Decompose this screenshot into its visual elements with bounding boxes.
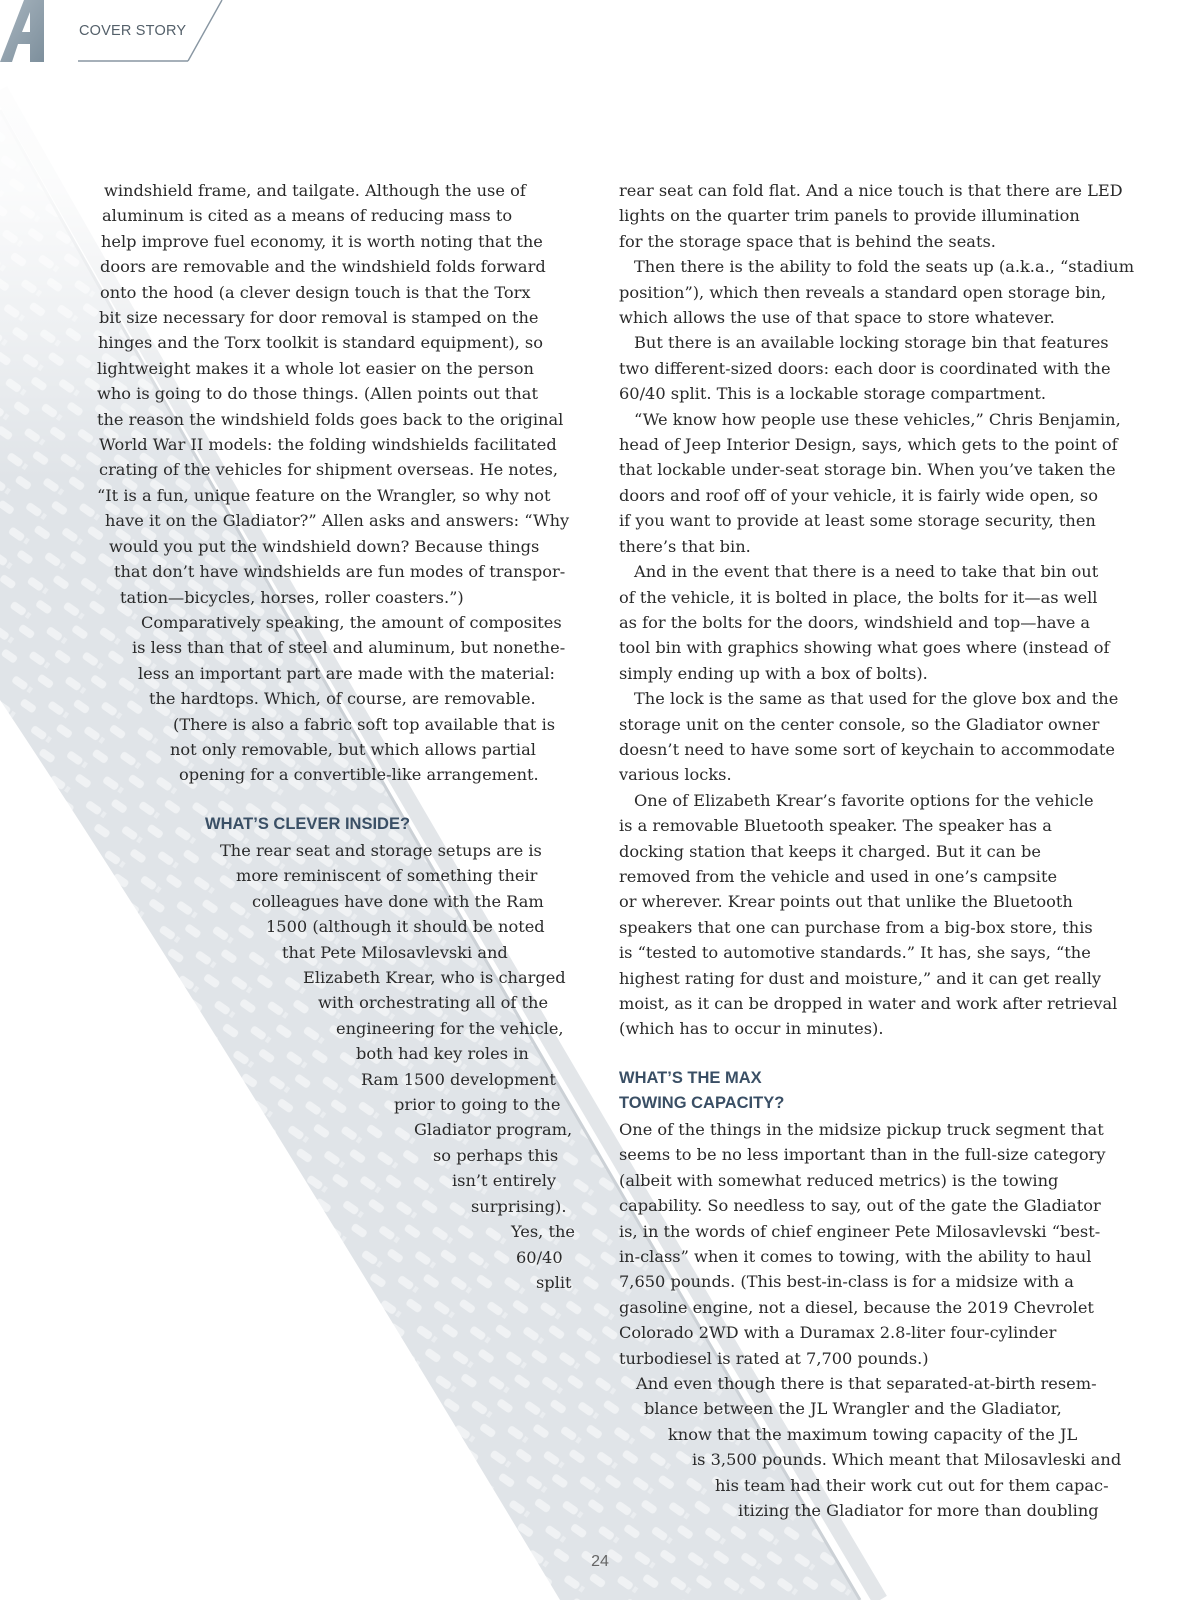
right-column-line: as for the bolts for the doors, windshield and top—have a <box>619 612 1091 632</box>
right-column-line: removed from the vehicle and used in one’s campsite <box>619 866 1058 886</box>
right-column-line: doors and roof off of your vehicle, it is fairly wide open, so <box>619 485 1098 505</box>
left-column-line: that don’t have windshields are fun modes of transpor- <box>114 562 566 582</box>
subhead-whats-clever-inside: WHAT’S CLEVER INSIDE? <box>205 815 411 833</box>
left-column-line: help improve fuel economy, it is worth noting that the <box>101 231 543 251</box>
right-column-towing-line: 7,650 pounds. (This best-in-class is for a midsize with a <box>619 1272 1074 1292</box>
left-column-after-subhead <box>96 838 576 1295</box>
right-column-line: lights on the quarter trim panels to provide illumination <box>619 206 1080 226</box>
right-column-line: speakers that one can purchase from a big-box store, this <box>619 917 1093 937</box>
left-column-line: crating of the vehicles for shipment overseas. He notes, <box>99 460 559 480</box>
left-column-clever-line: more reminiscent of something their <box>236 866 538 886</box>
right-column-line: But there is an available locking storage bin that features <box>634 333 1109 353</box>
left-column-clever-line: both had key roles in <box>356 1044 529 1064</box>
left-column-clever-line: The rear seat and storage setups are is <box>220 841 542 860</box>
right-column-towing-line: itizing the Gladiator for more than doubling <box>738 1501 1099 1521</box>
right-column-line: is a removable Bluetooth speaker. The speaker has a <box>619 816 1052 836</box>
left-column-clever-line: Gladiator program, <box>414 1120 573 1140</box>
right-column-line: various locks. <box>619 765 732 785</box>
right-column-line: 60/40 split. This is a lockable storage compartment. <box>619 384 1047 404</box>
subhead-max-towing-line-2: TOWING CAPACITY? <box>619 1094 785 1113</box>
left-column-line: (There is also a fabric soft top available that is <box>173 714 556 734</box>
right-column-line: that lockable under-seat storage bin. When you’ve taken the <box>619 460 1116 480</box>
left-subhead-block <box>96 812 576 837</box>
section-header <box>0 0 240 64</box>
right-column-towing-line: his team had their work cut out for them capac- <box>715 1475 1109 1495</box>
left-column-line: tation—bicycles, horses, roller coasters.”) <box>120 587 464 607</box>
right-column-towing-line: seems to be no less important than in the full-size category <box>619 1145 1106 1165</box>
right-column-line: docking station that keeps it charged. But it can be <box>619 841 1041 861</box>
left-column-clever-line: colleagues have done with the Ram <box>252 891 544 911</box>
right-column-line: if you want to provide at least some storage security, then <box>619 511 1096 531</box>
left-column-clever-line: Elizabeth Krear, who is charged <box>303 968 566 988</box>
left-column-clever-line: Yes, the <box>511 1222 575 1242</box>
right-column-towing-line: is, in the words of chief engineer Pete Milosavlevski “best- <box>619 1221 1101 1241</box>
left-column-line: who is going to do those things. (Allen points out that <box>97 384 538 404</box>
right-column-towing-line: is 3,500 pounds. Which meant that Milosavleski and <box>692 1450 1122 1470</box>
left-column-clever-line: prior to going to the <box>394 1095 561 1115</box>
right-column-towing-line: in-class” when it comes to towing, with the ability to haul <box>619 1247 1092 1267</box>
right-subhead-block <box>619 1066 1119 1117</box>
right-column-towing-line: gasoline engine, not a diesel, because the 2019 Chevrolet <box>619 1297 1094 1317</box>
right-column-line: (which has to occur in minutes). <box>619 1019 884 1039</box>
right-column-towing-line: turbodiesel is rated at 7,700 pounds.) <box>619 1348 929 1368</box>
left-column-line: is less than that of steel and aluminum, but nonethe- <box>132 638 566 658</box>
left-column-line: World War II models: the folding windshields facilitated <box>99 435 557 455</box>
left-column-line: “It is a fun, unique feature on the Wrangler, so why not <box>97 485 551 505</box>
left-column-clever-line: split <box>536 1272 572 1292</box>
right-column-towing-line: And even though there is that separated-at-birth resem- <box>636 1374 1097 1394</box>
left-column-clever-line: 60/40 <box>516 1247 563 1267</box>
right-column-line: rear seat can fold flat. And a nice touch is that there are LED <box>619 181 1123 200</box>
left-column-clever-line: Ram 1500 development <box>361 1069 556 1089</box>
left-column-line: doors are removable and the windshield folds forward <box>100 257 546 277</box>
left-column-clever-line: that Pete Milosavlevski and <box>282 942 508 962</box>
right-column-line: there’s that bin. <box>619 536 751 556</box>
right-column-towing-line: know that the maximum towing capacity of the JL <box>668 1424 1078 1444</box>
right-column-after-subhead <box>619 1117 1122 1524</box>
left-column-line: the reason the windshield folds goes back to the original <box>97 409 564 429</box>
right-column-line: for the storage space that is behind the seats. <box>619 231 996 251</box>
right-column-line: two different-sized doors: each door is coordinated with the <box>619 358 1111 378</box>
left-column-line: Comparatively speaking, the amount of composites <box>141 612 562 632</box>
right-column-line: is “tested to automotive standards.” It has, she says, “the <box>619 943 1091 963</box>
right-column-line: Then there is the ability to fold the seats up (a.k.a., “stadium <box>634 257 1135 277</box>
left-column-line: have it on the Gladiator?” Allen asks and answers: “Why <box>105 511 570 531</box>
left-column-line: would you put the windshield down? Because things <box>109 536 540 556</box>
left-column-line: hinges and the Torx toolkit is standard equipment), so <box>98 333 543 353</box>
left-column-clever-line: 1500 (although it should be noted <box>266 917 545 937</box>
right-column-towing-line: capability. So needless to say, out of the gate the Gladiator <box>619 1196 1101 1216</box>
right-column-towing-line: (albeit with somewhat reduced metrics) is the towing <box>619 1170 1059 1190</box>
right-column-line: position”), which then reveals a standard open storage bin, <box>619 282 1107 302</box>
right-column-line: which allows the use of that space to store whatever. <box>619 308 1055 328</box>
subhead-max-towing-line-1: WHAT’S THE MAX <box>619 1069 762 1087</box>
left-column-clever-line: isn’t entirely <box>452 1171 557 1191</box>
right-column-line: storage unit on the center console, so the Gladiator owner <box>619 714 1100 734</box>
left-column-clever-line: surprising). <box>471 1196 567 1216</box>
page-number: 24 <box>591 1553 609 1570</box>
left-column-line: onto the hood (a clever design touch is that the Torx <box>100 282 531 302</box>
right-column-line: simply ending up with a box of bolts). <box>619 663 928 683</box>
right-column-line: And in the event that there is a need to take that bin out <box>634 562 1099 582</box>
left-column <box>96 178 576 788</box>
right-column-line: The lock is the same as that used for the glove box and the <box>634 689 1119 709</box>
left-column-line: less an important part are made with the material: <box>138 663 555 683</box>
right-column-towing-line: blance between the JL Wrangler and the Gladiator, <box>644 1399 1062 1419</box>
left-column-line: aluminum is cited as a means of reducing mass to <box>102 206 513 226</box>
left-column-clever-line: engineering for the vehicle, <box>336 1018 564 1038</box>
right-column-line: highest rating for dust and moisture,” and it can get really <box>619 968 1102 988</box>
right-column-line: or wherever. Krear points out that unlike the Bluetooth <box>619 892 1073 912</box>
right-column-towing-line: One of the things in the midsize pickup truck segment that <box>619 1120 1104 1139</box>
right-column-line: of the vehicle, it is bolted in place, the bolts for it—as well <box>619 587 1098 607</box>
right-column-line: One of Elizabeth Krear’s favorite options for the vehicle <box>634 790 1094 810</box>
right-column-line: moist, as it can be dropped in water and work after retrieval <box>619 994 1118 1013</box>
right-column-line: tool bin with graphics showing what goes where (instead of <box>619 638 1110 658</box>
right-column-towing-line: Colorado 2WD with a Duramax 2.8-liter four-cylinder <box>619 1323 1057 1343</box>
right-column-line: doesn’t need to have some sort of keychain to accommodate <box>619 739 1115 759</box>
left-column-clever-line: so perhaps this <box>433 1145 559 1165</box>
left-column-line: windshield frame, and tailgate. Although the use of <box>104 181 526 200</box>
right-column-line: head of Jeep Interior Design, says, which gets to the point of <box>619 435 1118 455</box>
right-column-line: “We know how people use these vehicles,” Chris Benjamin, <box>634 409 1121 429</box>
left-column-line: bit size necessary for door removal is stamped on the <box>99 308 539 328</box>
left-column-line: not only removable, but which allows partial <box>170 739 536 759</box>
right-column <box>619 178 1135 1042</box>
left-column-line: opening for a convertible-like arrangement. <box>179 765 539 785</box>
section-label: COVER STORY <box>79 23 187 39</box>
left-column-line: the hardtops. Which, of course, are removable. <box>149 689 536 709</box>
left-column-line: lightweight makes it a whole lot easier on the person <box>97 358 534 378</box>
left-column-clever-line: with orchestrating all of the <box>318 993 549 1013</box>
